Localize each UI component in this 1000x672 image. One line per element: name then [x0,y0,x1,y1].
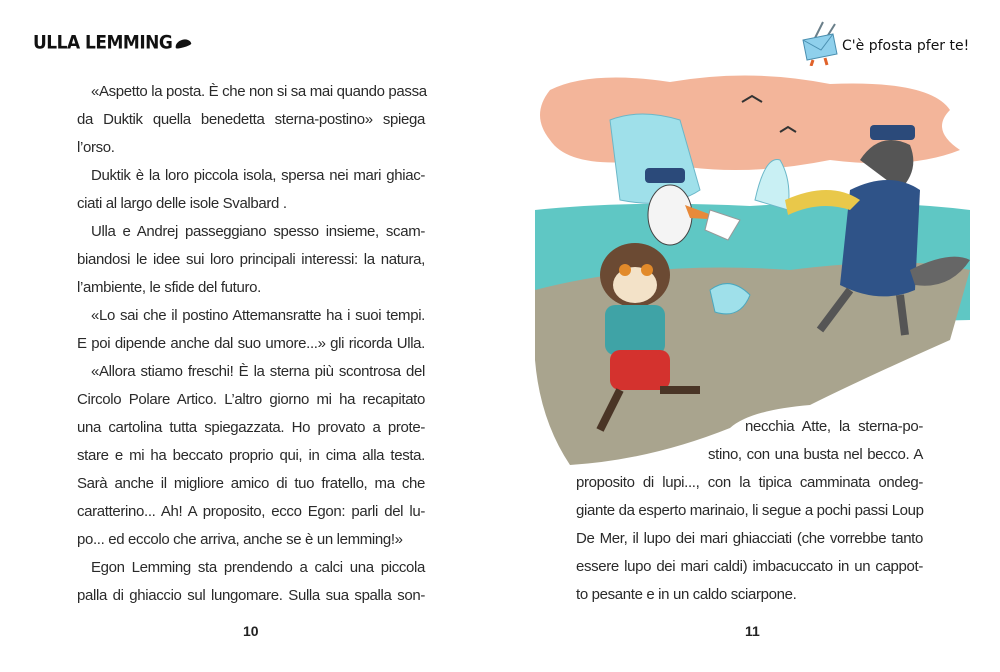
text-line: palla di ghiaccio sul lungomare. Sulla sua spalla son- [77,587,425,604]
illustration [530,60,990,470]
text-line: l’ambiente, le sfide del futuro. [77,279,261,296]
text-line: proposito di lupi..., con la tipica camminata ondeg- [576,474,923,491]
text-line: po... ed eccolo che arriva, anche se è un lemming!» [77,531,403,548]
text-line: biandosi le idee sui loro principali interessi: la natura, [77,251,425,268]
text-line: necchia Atte, la sterna-po- [745,418,923,435]
text-line: to pesante e in un caldo sciarpone. [576,586,797,603]
text-line: una cartolina tutta spiegazzata. Ho provato a prote- [77,419,425,436]
text-line: l’orso. [77,139,115,156]
leaf-icon [175,37,192,49]
text-line: giante da esperto marinaio, li segue a pochi passi Loup [576,502,924,519]
text-line: De Mer, il lupo dei mari ghiacciati (che vorrebbe tanto [576,530,923,547]
text-line: «Allora stiamo freschi! È la sterna più scontrosa del [91,363,425,380]
text-line: Ulla e Andrej passeggiano spesso insieme, scam- [91,223,425,240]
text-line: ciati al largo delle isole Svalbard . [77,195,287,212]
text-line: essere lupo dei mari caldi) imbacuccato in un cappot- [576,558,923,575]
book-logo [33,32,191,54]
page-number-left: 10 [243,623,259,639]
text-line: stare e mi ha beccato proprio qui, in cima alla testa. [77,447,425,464]
text-line: Circolo Polare Artico. L’altro giorno mi ha recapitato [77,391,425,408]
logo-text: ULLA LEMMING [33,32,173,54]
flying-envelope-icon [795,18,845,66]
text-line: «Aspetto la posta. È che non si sa mai quando passa [91,83,427,100]
page-number-right: 11 [745,623,760,639]
chapter-title: C'è pfosta pfer te! [842,38,970,54]
text-line: Sarà anche il migliore amico di tuo fratello, ma che [77,475,425,492]
text-line: caratterino... Ah! A proposito, ecco Egon: parli del lu- [77,503,425,520]
text-line: Duktik è la loro piccola isola, spersa nei mari ghiac- [91,167,425,184]
text-line: Egon Lemming sta prendendo a calci una piccola [91,559,425,576]
text-line: E poi dipende anche dal suo umore...» gli ricorda Ulla. [77,335,425,352]
text-line: stino, con una busta nel becco. A [708,446,923,463]
text-line: da Duktik quella benedetta sterna-postino» spiega [77,111,425,128]
text-line: «Lo sai che il postino Attemansratte ha i suoi tempi. [91,307,425,324]
